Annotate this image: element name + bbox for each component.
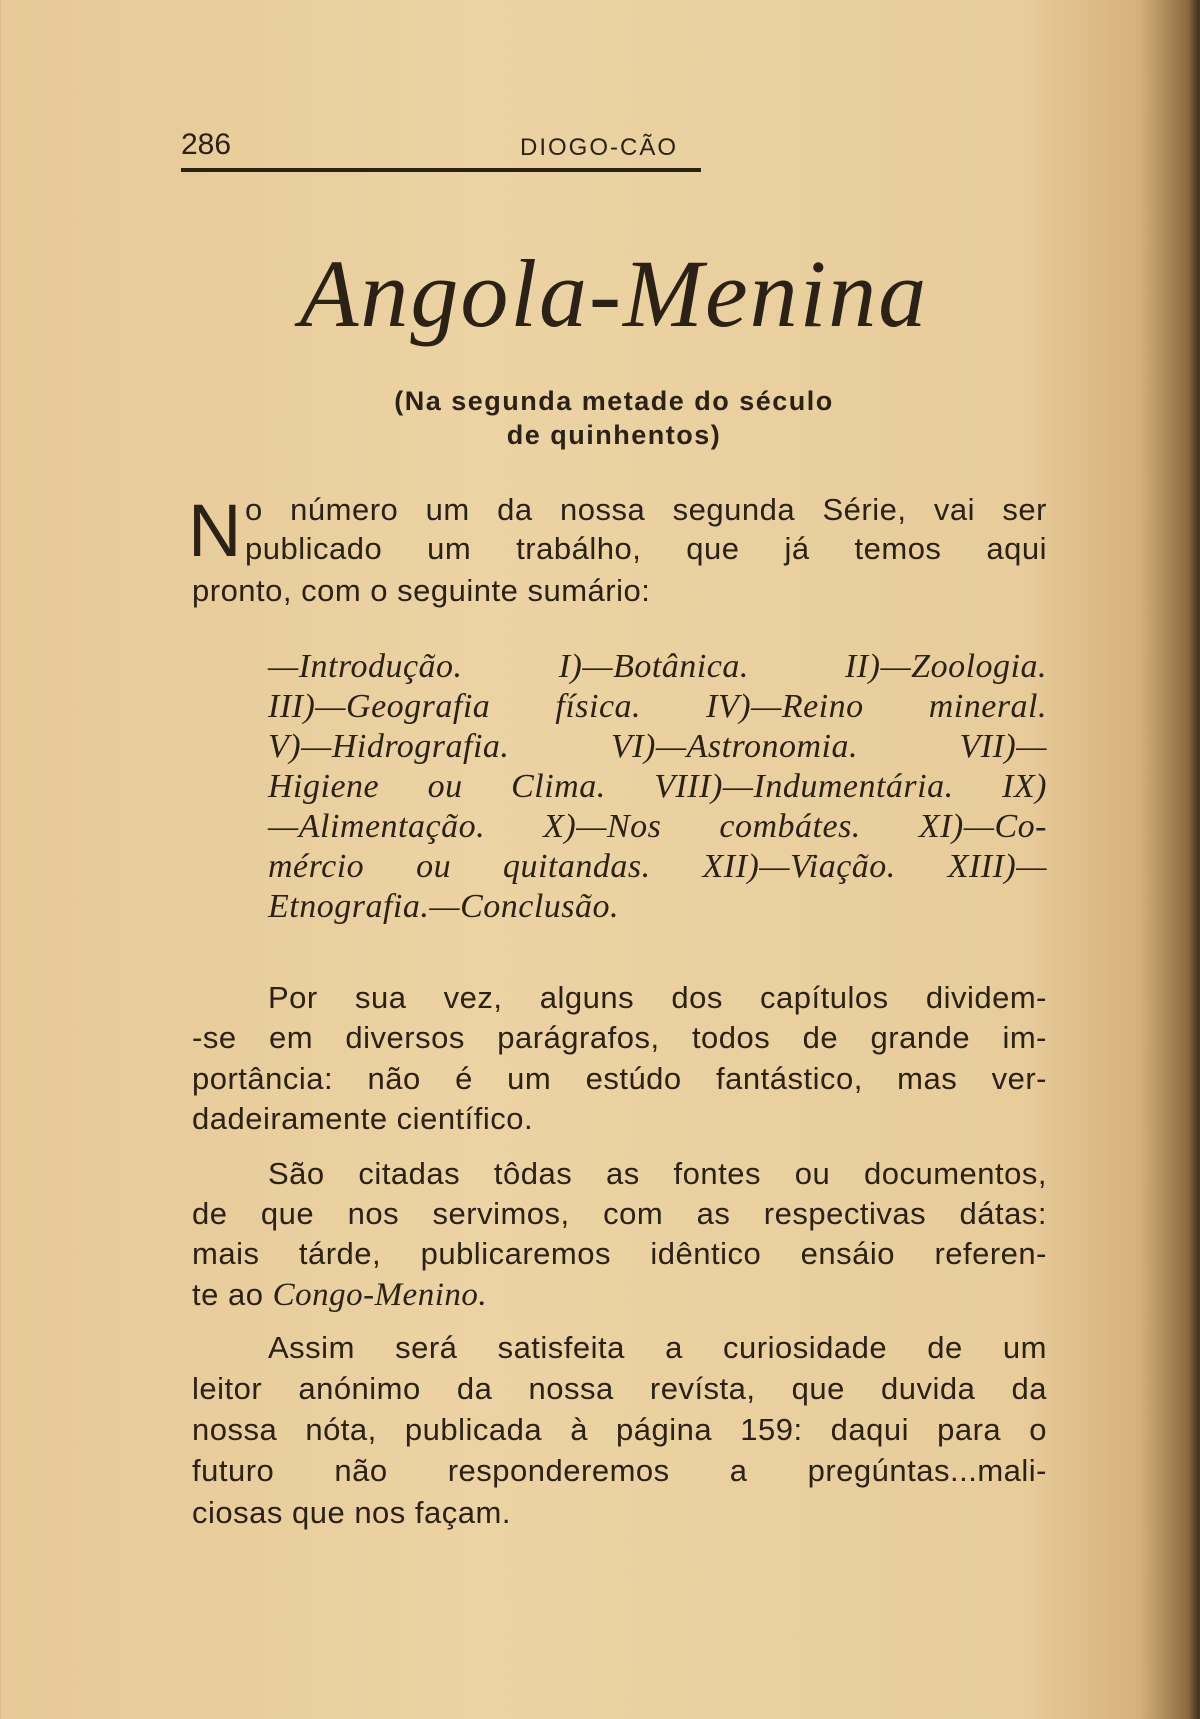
body-text: te ao bbox=[192, 1277, 273, 1312]
body-line: leitor anónimo da nossa revísta, que duvida da bbox=[192, 1371, 1047, 1406]
italic-title: Congo-Menino. bbox=[272, 1277, 488, 1313]
header-rule bbox=[181, 168, 701, 172]
summary-line: Higiene ou Clima. VIII)—Indumentária. IX) bbox=[268, 768, 1047, 805]
running-title: DIOGO-CÃO bbox=[520, 134, 679, 161]
body-line: -se em diversos parágrafos, todos de grande im- bbox=[192, 1020, 1047, 1055]
body-line bbox=[192, 1277, 1047, 1314]
summary-line: mércio ou quitandas. XII)—Viação. XIII)— bbox=[268, 848, 1047, 885]
body-line: de que nos servimos, com as respectivas dátas: bbox=[192, 1196, 1047, 1231]
summary-line: Etnografia.—Conclusão. bbox=[268, 888, 620, 925]
body-line: ciosas que nos façam. bbox=[192, 1495, 511, 1530]
body-line: Assim será satisfeita a curiosidade de um bbox=[268, 1330, 1047, 1365]
drop-cap: N bbox=[188, 489, 242, 572]
body-line: portância: não é um estúdo fantástico, mas ver- bbox=[192, 1061, 1047, 1096]
summary-line: —Introdução. I)—Botânica. II)—Zoologia. bbox=[268, 648, 1047, 685]
summary-line: III)—Geografia física. IV)—Reino mineral. bbox=[268, 688, 1047, 725]
page-number: 286 bbox=[181, 128, 232, 161]
subtitle-line: (Na segunda metade do século bbox=[394, 386, 834, 416]
body-line: dadeiramente científico. bbox=[192, 1101, 534, 1136]
summary-line: V)—Hidrografia. VI)—Astronomia. VII)— bbox=[268, 728, 1047, 765]
body-line: o número um da nossa segunda Série, vai ser bbox=[245, 492, 1047, 527]
body-line: Por sua vez, alguns dos capítulos dividem- bbox=[268, 980, 1047, 1015]
body-line: mais tárde, publicaremos idêntico ensáio referen- bbox=[192, 1236, 1047, 1271]
body-line: publicado um trabálho, que já temos aqui bbox=[245, 531, 1047, 566]
body-line: pronto, com o seguinte sumário: bbox=[192, 573, 651, 608]
body-line: futuro não responderemos a pregúntas...mali- bbox=[192, 1453, 1047, 1488]
body-line: nossa nóta, publicada à página 159: daqui para o bbox=[192, 1412, 1047, 1447]
summary-line: —Alimentação. X)—Nos combátes. XI)—Co- bbox=[268, 808, 1047, 845]
subtitle-line: de quinhentos) bbox=[506, 420, 722, 450]
article-title: Angola-Menina bbox=[299, 240, 929, 347]
body-line: São citadas tôdas as fontes ou documentos, bbox=[268, 1156, 1047, 1191]
